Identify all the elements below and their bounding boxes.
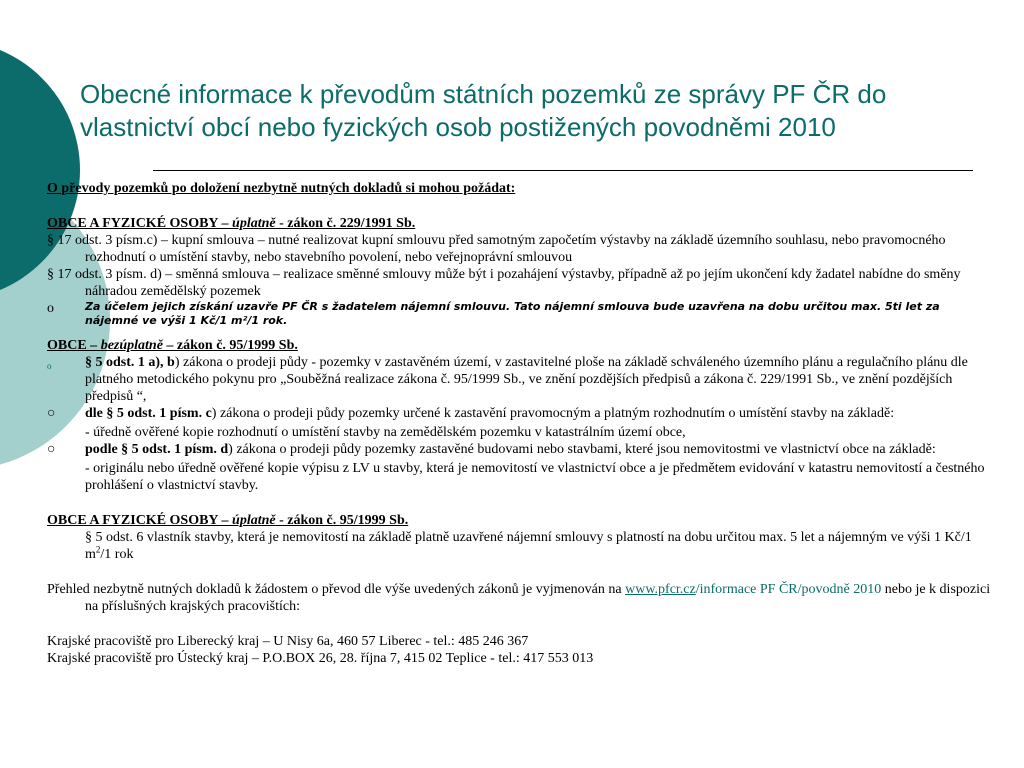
overview-text: Přehled nezbytně nutných dokladů k žádostem o převod dle výše uvedených zákonů je vyjmenován na [47, 582, 626, 597]
section3-heading-part: OBCE A FYZICKÉ OSOBY – [47, 513, 233, 528]
section3-heading-mode: úplatně [232, 513, 276, 528]
slide-content [47, 180, 992, 667]
overview-paragraph [47, 581, 992, 615]
overview-text-end: nebo je k dispozici na příslušných krajských pracovištích: [85, 582, 991, 614]
section2-item-3-text [85, 441, 992, 458]
overview-path: /informace PF ČR/povodně 2010 [695, 582, 882, 597]
section1-note: Za účelem jejich získání uzavře PF ČR s žadatelem nájemní smlouvu. Tato nájemní smlouva bude uzavřena na dobu určitou max. 5ti let za nájemné ve výši 1 Kč/1 m²/1 rok. [85, 300, 940, 327]
bullet-icon: o [47, 301, 54, 316]
slide-title: Obecné informace k převodům státních pozemků ze správy PF ČR do vlastnictví obcí nebo fyzických osob postižených povodněmi 2010 [80, 79, 887, 142]
section3-heading-law: - zákon č. 95/1999 Sb. [275, 513, 409, 528]
section3-heading [47, 512, 992, 529]
section3-text-end: /1 rok [100, 547, 134, 562]
office-usti: Krajské pracoviště pro Ústecký kraj – P.O.BOX 26, 28. října 7, 415 02 Teplice - tel.: 417 553 013 [47, 651, 594, 666]
circle-bullet-icon: ○ [47, 406, 56, 421]
title-divider [153, 170, 973, 171]
intro-heading: O převody pozemků po doložení nezbytně nutných dokladů si mohou požádat: [47, 181, 516, 196]
section2-item-3 [47, 441, 992, 494]
section2-heading-mode: bezúplatně [100, 338, 163, 353]
section2-heading-part: OBCE – [47, 338, 101, 353]
section1-heading [47, 215, 992, 232]
section2-item-2 [47, 405, 992, 441]
section1-note-item [47, 300, 992, 328]
section2-item-2-text [85, 405, 992, 422]
section2-item-3-sub: - originálu nebo úředně ověřené kopie výpisu z LV u stavby, která je nemovitostí ve vlastnictví obce a je předmětem evidování v katastru nemovitostí a čestného prohlášení o vlastnictví stavby. [85, 461, 985, 493]
section2-item-1-text [85, 354, 992, 405]
section1-paragraph-c: § 17 odst. 3 písm.c) – kupní smlouva – nutné realizovat kupní smlouvu před samotným započetím výstavby na základě územního souhlasu, nebo pravomocného rozhodnutí o umístění stavby, nebo stavebního povolení, nebo veřejnoprávní smlouvou [47, 233, 946, 265]
section2-item-2-ref: dle § 5 odst. 1 písm. c [85, 406, 212, 421]
circle-bullet-icon: ○ [47, 442, 56, 457]
section2-item-1 [47, 354, 992, 405]
section1-heading-law: - zákon č. 229/1991 Sb. [275, 216, 416, 231]
section2-item-3-body: ) zákona o prodeji půdy pozemky zastavěné budovami nebo stavbami, které jsou nemovitostmi ve vlastnictví obce na základě: [228, 442, 936, 457]
section2-heading-law: – zákon č. 95/1999 Sb. [162, 338, 298, 353]
section2-item-1-ref: § 5 odst. 1 a), b [85, 355, 175, 370]
section2-item-1-body: ) zákona o prodeji půdy - pozemky v zastavěném území, v zastavitelné ploše na základě schváleného územního plánu a regulačního plánu dle platného metodického pokynu pro „Souběžná realizace zákona č. 95/1999 Sb., ve znění pozdějších předpisů a zákona č. 229/1991 Sb., ve znění pozdějších předpisů “, [85, 355, 968, 404]
section2-heading [47, 337, 992, 354]
section2-item-2-body: ) zákona o prodeji půdy pozemky určené k zastavění pravomocným a platným rozhodnutím o umístění stavby na základě: [211, 406, 895, 421]
section3-text-main: § 5 odst. 6 vlastník stavby, která je nemovitostí na základě platně uzavřené nájemní smlouvy s platností na dobu určitou max. 5 let a nájemným ve výši 1 Kč/1 m [85, 530, 972, 562]
pfcr-link[interactable]: www.pfcr.cz [625, 582, 696, 597]
office-liberec: Krajské pracoviště pro Liberecký kraj – U Nisy 6a, 460 57 Liberec - tel.: 485 246 367 [47, 634, 529, 649]
section3-text-sup: 2 [95, 544, 101, 555]
section1-paragraph-d: § 17 odst. 3 písm. d) – směnná smlouva – realizace směnné smlouvy může být i pozahájení výstavby, případně až po jejím ukončení kdy žadatel nabídne do směny náhradou zemědělský pozemek [47, 267, 961, 299]
section2-item-3-ref: podle § 5 odst. 1 písm. d [85, 442, 229, 457]
bullet-icon: o [47, 361, 52, 371]
section2-item-2-sub: - úředně ověřené kopie rozhodnutí o umístění stavby na zemědělském pozemku v katastrálním území obce, [85, 425, 686, 440]
section3-text [47, 529, 992, 563]
section1-heading-part: OBCE A FYZICKÉ OSOBY – [47, 216, 233, 231]
section1-heading-mode: úplatně [232, 216, 276, 231]
